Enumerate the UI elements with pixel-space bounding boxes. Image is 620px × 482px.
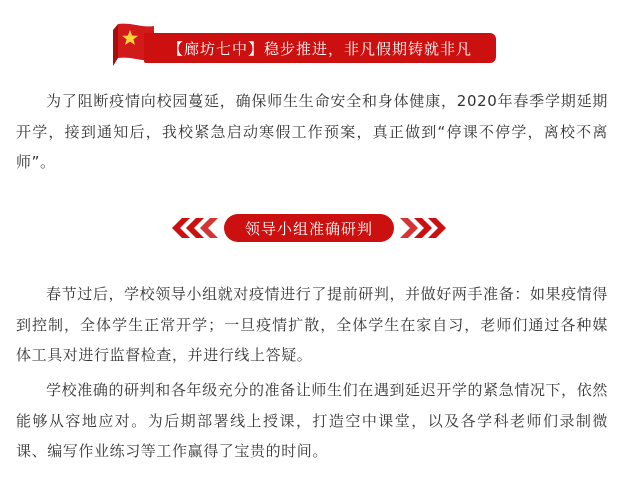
- body-paragraph-1: 春节过后，学校领导小组就对疫情进行了提前研判，并做好两手准备：如果疫情得到控制，全体学生正常开学；一旦疫情扩散，全体学生在家自习，老师们通过各种媒体工具对进行监督检查，并进行线上答疑。: [16, 285, 608, 364]
- section-heading: [168, 211, 450, 245]
- section-title-pill: [224, 214, 394, 242]
- body-paragraph-2: 学校准确的研判和各年级充分的准备让师生们在遇到延迟开学的紧急情况下，依然能够从容地应对。为后期部署线上授课，打造空中课堂，以及各学科老师们录制微课、编写作业练习等工作赢得了宝贵的时间。: [16, 381, 608, 460]
- headline-ribbon: [144, 33, 496, 63]
- section-title: 领导小组准确研判: [244, 219, 373, 238]
- headline-banner: [104, 20, 506, 68]
- left-chevron-decoration-icon: [168, 211, 224, 245]
- right-chevron-decoration-icon: [394, 211, 450, 245]
- intro-paragraph: 为了阻断疫情向校园蔓延，确保师生生命安全和身体健康，2020年春季学期延期开学，接到通知后，我校紧急启动寒假工作预案，真正做到“停课不停学，离校不离师”。: [16, 92, 608, 171]
- headline-title: 【廊坊七中】稳步推进，非凡假期铸就非凡: [167, 39, 472, 58]
